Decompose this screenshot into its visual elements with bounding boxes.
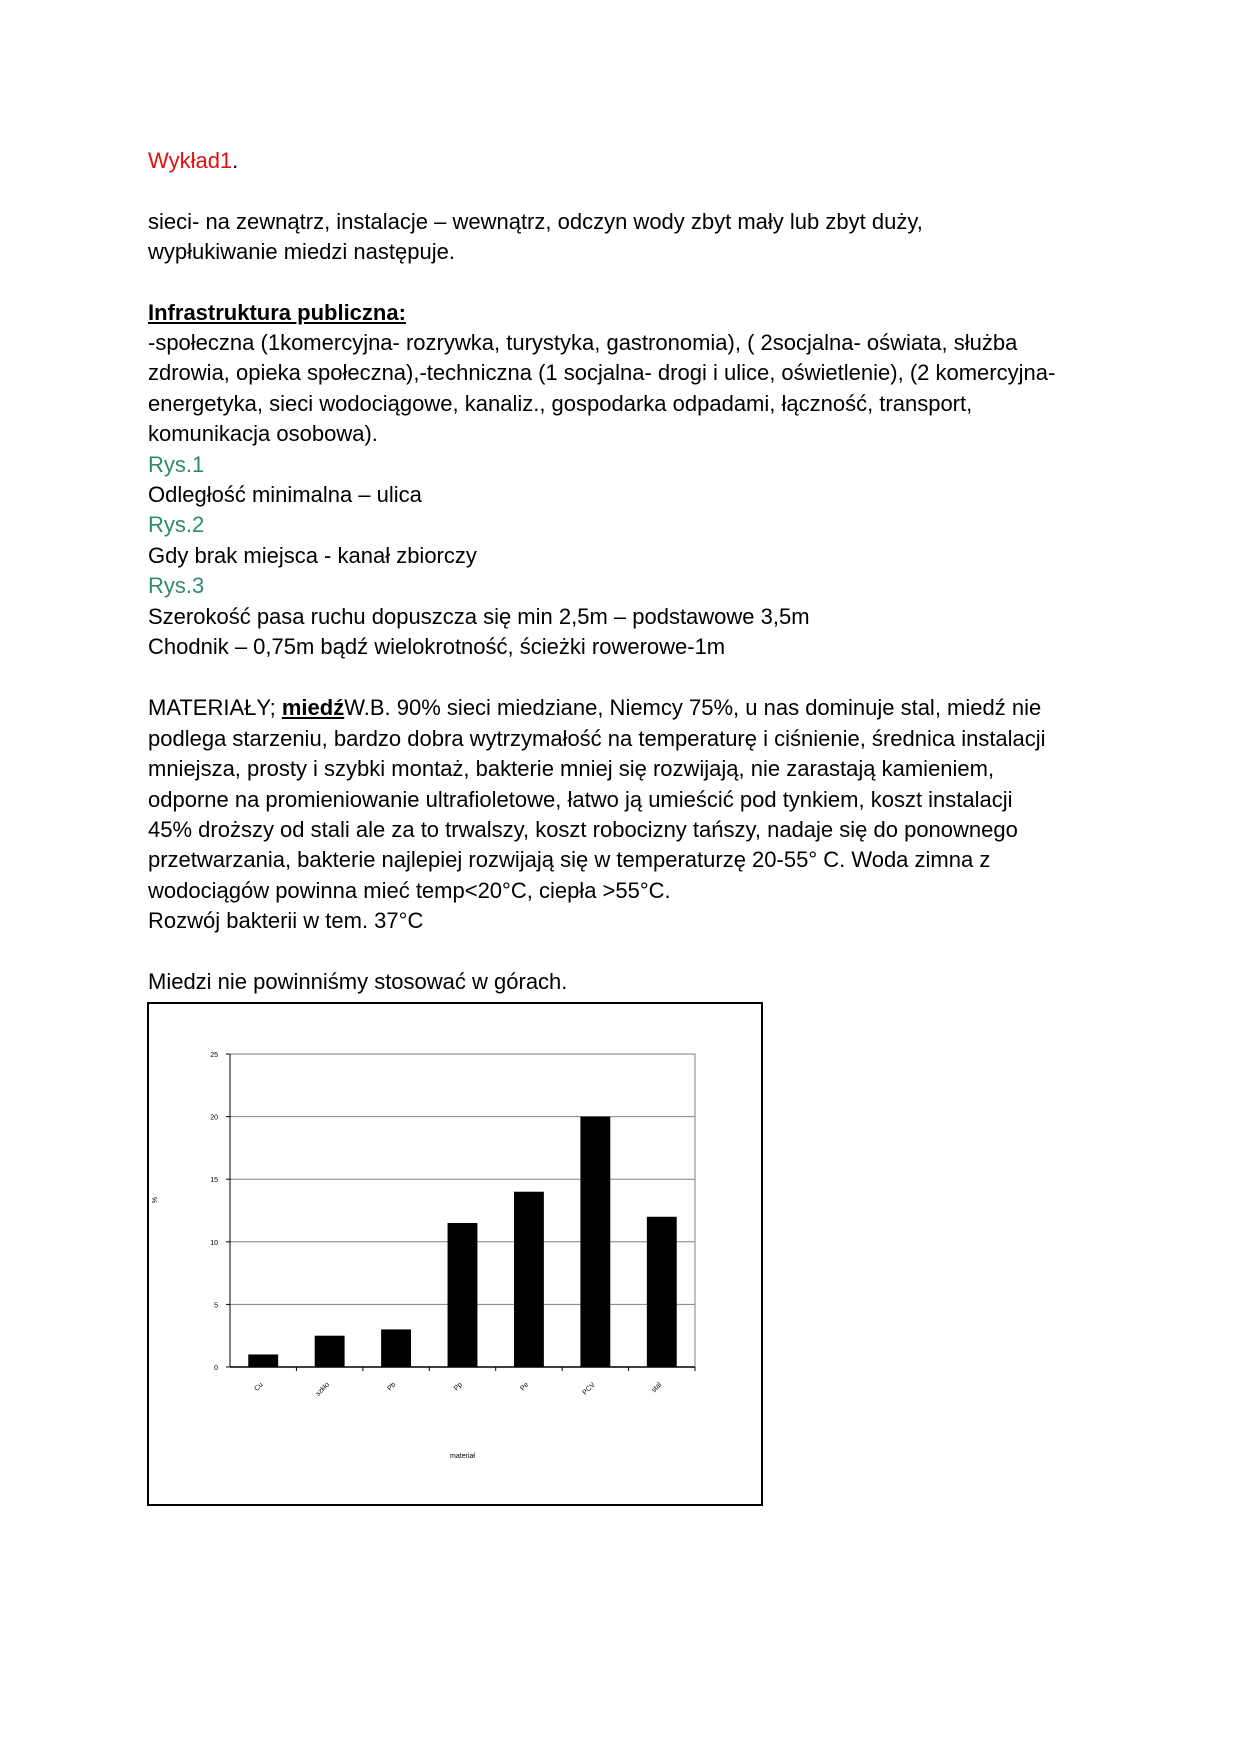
materials-line-7: wodociągów powinna mieć temp<20°C, ciepła >55°C.: [148, 878, 671, 903]
x-tick-label: szkło: [314, 1381, 332, 1398]
lecture-title: [148, 146, 1108, 177]
infra-line-4: komunikacja osobowa).: [148, 421, 378, 446]
materials-prefix: MATERIAŁY;: [148, 695, 282, 720]
materials-line-3: mniejsza, prosty i szybki montaż, bakterie mniej się rozwijają, nie zarastają kamieniem,: [148, 756, 995, 781]
closing-line: Miedzi nie powinniśmy stosować w górach.: [148, 969, 568, 994]
materials-copper: miedź: [281, 695, 345, 720]
x-tick-label: stal: [650, 1381, 664, 1395]
y-tick-label: 5: [214, 1302, 218, 1310]
chart-frame: [147, 1002, 763, 1506]
y-tick-label: 10: [210, 1239, 218, 1247]
infra-heading: Infrastruktura publiczna:: [148, 300, 406, 325]
bar-chart: [149, 1004, 761, 1504]
bar-0: [248, 1354, 278, 1367]
materials-line-6: przetwarzania, bakterie najlepiej rozwijają się w temperaturzę 20-55° C. Woda zimna z: [148, 847, 991, 872]
figure-1-caption: Odległość minimalna – ulica: [148, 482, 422, 507]
bar-6: [647, 1217, 677, 1367]
infra-line-2: zdrowia, opieka społeczna),-techniczna (1 socjalna- drogi i ulice, oświetlenie), (2 komercyjna-: [148, 360, 1056, 385]
intro-line-2: wypłukiwanie miedzi następuje.: [148, 239, 455, 264]
x-tick-label: Pe: [519, 1381, 531, 1393]
x-tick-label: Cu: [253, 1381, 265, 1393]
bar-1: [315, 1336, 345, 1367]
materials-line-1-rest: W.B. 90% sieci miedziane, Niemcy 75%, u nas dominuje stal, miedź nie: [344, 695, 1042, 720]
materials-line-4: odporne na promieniowanie ultrafioletowe, łatwo ją umieścić pod tynkiem, koszt instalacji: [148, 787, 1013, 812]
figure-ref-1: Rys.1: [148, 452, 205, 477]
figure-3-caption-1: Szerokość pasa ruchu dopuszcza się min 2,5m – podstawowe 3,5m: [148, 604, 810, 629]
y-tick-label: 20: [210, 1114, 218, 1122]
intro-line-1: sieci- na zewnątrz, instalacje – wewnątrz, odczyn wody zbyt mały lub zbyt duży,: [148, 209, 923, 234]
title-dot: .: [232, 148, 239, 173]
materials-line-2: podlega starzeniu, bardzo dobra wytrzymałość na temperaturę i ciśnienie, średnica instalacji: [148, 726, 1046, 751]
bar-4: [514, 1192, 544, 1367]
materials-line-1: [148, 693, 1108, 724]
y-tick-label: 0: [214, 1365, 218, 1372]
figure-3-caption-2: Chodnik – 0,75m bądź wielokrotność, ścieżki rowerowe-1m: [148, 634, 726, 659]
figure-ref-2: Rys.2: [148, 512, 205, 537]
bar-5: [580, 1117, 610, 1367]
y-tick-label: 15: [210, 1177, 218, 1185]
infra-line-3: energetyka, sieci wodociągowe, kanaliz., gospodarka odpadami, łączność, transport,: [148, 391, 973, 416]
figure-ref-3: Rys.3: [148, 573, 205, 598]
bar-3: [448, 1223, 478, 1367]
y-axis-label: %: [152, 1196, 159, 1204]
bar-2: [381, 1329, 411, 1367]
infra-line-1: -społeczna (1komercyjna- rozrywka, turystyka, gastronomia), ( 2socjalna- oświata, służba: [148, 330, 1018, 355]
x-tick-label: Pp: [452, 1381, 464, 1393]
y-tick-label: 25: [210, 1052, 218, 1059]
x-tick-label: PCV: [581, 1381, 597, 1397]
x-axis-label: materiał: [450, 1453, 475, 1460]
materials-line-8: Rozwój bakterii w tem. 37°C: [148, 908, 424, 933]
materials-line-5: 45% droższy od stali ale za to trwalszy, koszt robocizny tańszy, nadaje się do ponownego: [148, 817, 1018, 842]
x-tick-label: Pb: [386, 1381, 398, 1393]
title-text: Wykład1: [148, 148, 233, 173]
figure-2-caption: Gdy brak miejsca - kanał zbiorczy: [148, 543, 477, 568]
